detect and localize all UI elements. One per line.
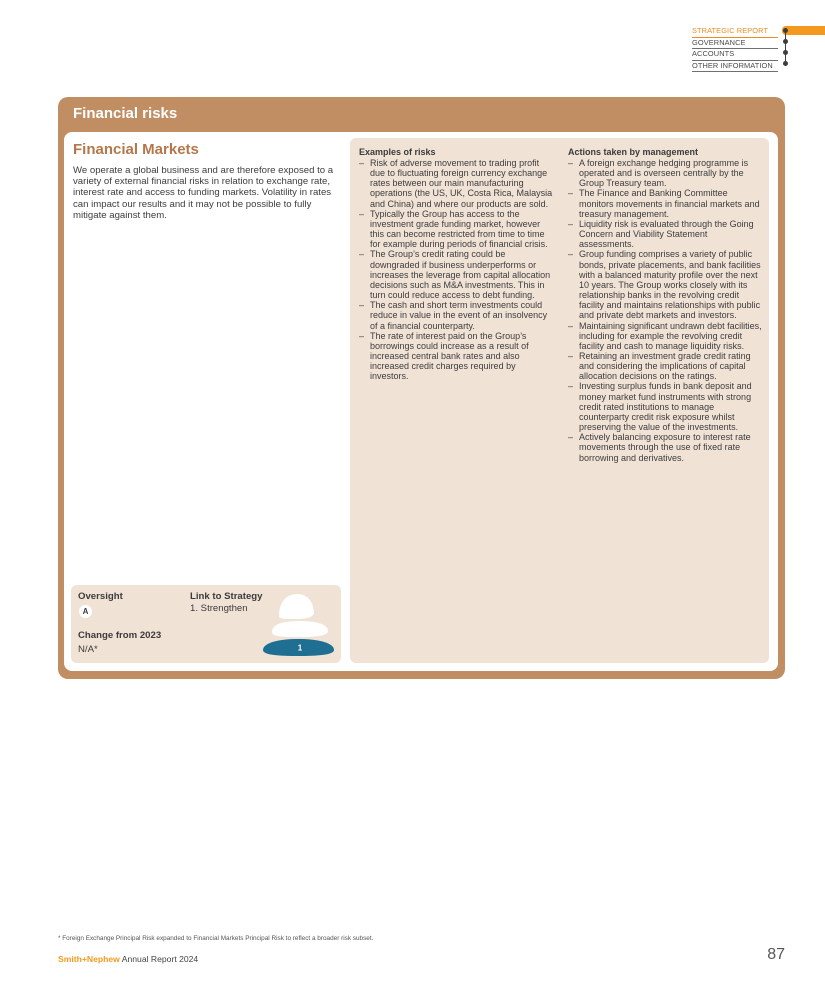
card-body xyxy=(64,132,778,671)
actions-list xyxy=(568,158,764,463)
risk-heading: Financial Markets xyxy=(73,141,199,158)
section-nav xyxy=(692,26,778,72)
list-item: – A foreign exchange hedging programme is operated and is overseen centrally by the Group Treasury team. xyxy=(568,158,764,188)
actions-heading: Actions taken by management xyxy=(568,147,699,157)
list-item: – The Finance and Banking Committee monitors movements in financial markets and treasury management. xyxy=(568,188,764,218)
risk-description: We operate a global business and are therefore exposed to a variety of external financial risks in relation to exchange rate, interest rate and access to funding markets. Volatility in rates can impact our results and it may not be possible to fully mitigate against them. xyxy=(73,165,334,221)
change-label: Change from 2023 xyxy=(78,630,162,641)
list-item: – Investing surplus funds in bank deposit and money market fund instruments with strong credit rated institutions to manage counterparty credit risk exposure whilst preserving the value of the investments. xyxy=(568,381,764,432)
footer-brand xyxy=(58,954,198,964)
examples-list xyxy=(359,158,555,381)
list-item: – Liquidity risk is evaluated through the Going Concern and Viability Statement assessments. xyxy=(568,219,764,249)
report-name: Annual Report 2024 xyxy=(121,954,199,964)
nav-active-tab xyxy=(782,26,825,35)
page-number: 87 xyxy=(767,946,785,963)
strategy-stones-icon xyxy=(261,591,337,659)
list-item: – The Group’s credit rating could be downgraded if business underperforms or increases the leverage from capital allocation decisions such as M&A investments. This in turn could reduce access to debt funding. xyxy=(359,249,555,300)
list-item: – Maintaining significant undrawn debt facilities, including for example the revolving credit facility and cash to manage liquidity risks. xyxy=(568,321,764,351)
nav-dot-icon xyxy=(783,39,788,44)
risk-lists-panel xyxy=(350,138,769,663)
nav-dot-icon xyxy=(783,61,788,66)
list-item: – The cash and short term investments could reduce in value in the event of an insolvency of a financial counterparty. xyxy=(359,300,555,330)
list-item: – The rate of interest paid on the Group’s borrowings could increase as a result of increased central bank rates and also increased credit charges required by investors. xyxy=(359,331,555,382)
change-value: N/A* xyxy=(78,644,98,655)
actions-column xyxy=(568,147,764,463)
examples-heading: Examples of risks xyxy=(359,147,436,157)
strategy-label: Link to Strategy xyxy=(190,591,263,602)
risk-card xyxy=(58,97,785,679)
list-item: – Typically the Group has access to the investment grade funding market, however this can become restricted from time to time for example during periods of financial crisis. xyxy=(359,209,555,250)
strategy-value: 1. Strengthen xyxy=(190,603,248,614)
nav-item-other-information[interactable]: OTHER INFORMATION xyxy=(692,61,778,73)
oversight-panel xyxy=(71,585,341,663)
footnote: * Foreign Exchange Principal Risk expanded to Financial Markets Principal Risk to reflect a broader risk subset. xyxy=(58,935,374,942)
list-item: – Retaining an investment grade credit rating and considering the implications of capital allocation decisions on the ratings. xyxy=(568,351,764,381)
nav-dot-icon xyxy=(783,50,788,55)
card-title: Financial risks xyxy=(73,105,178,122)
nav-dot-icon xyxy=(783,28,788,33)
list-item: – Group funding comprises a variety of public bonds, private placements, and bank facilities with a balanced maturity profile over the next 10 years. The Group works closely with its relationship banks in the revolving credit facility and maintains relationships with public and private debt markets and investors. xyxy=(568,249,764,320)
oversight-badge: A xyxy=(79,605,92,618)
list-item: – Actively balancing exposure to interest rate movements through the use of fixed rate borrowing and derivatives. xyxy=(568,432,764,462)
brand-name: Smith+Nephew xyxy=(58,954,120,964)
nav-item-governance[interactable]: GOVERNANCE xyxy=(692,38,778,50)
stone-number: 1 xyxy=(297,643,303,653)
examples-column xyxy=(359,147,555,381)
nav-item-accounts[interactable]: ACCOUNTS xyxy=(692,49,778,61)
nav-item-strategic-report[interactable]: STRATEGIC REPORT xyxy=(692,26,778,38)
oversight-label: Oversight xyxy=(78,591,123,602)
list-item: – Risk of adverse movement to trading profit due to fluctuating foreign currency exchange rates between our main manufacturing operations (the US, UK, Costa Rica, Malaysia and China) and where our products are sold. xyxy=(359,158,555,209)
